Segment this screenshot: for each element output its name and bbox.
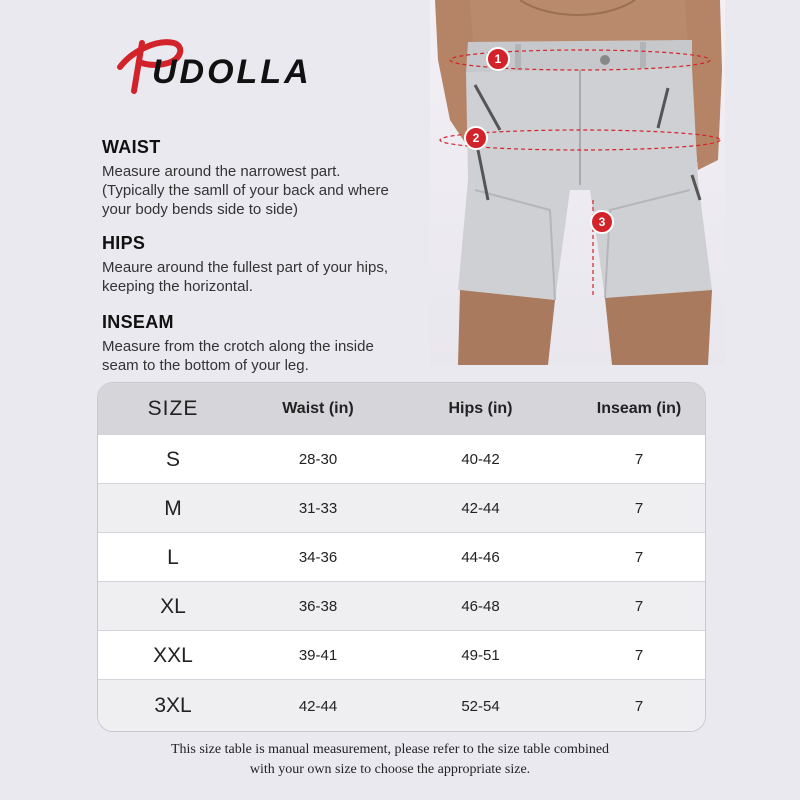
- shorts-photo: [430, 0, 725, 365]
- inseam-cell: 7: [634, 697, 644, 715]
- inseam-cell: 7: [634, 647, 644, 664]
- hips-title: HIPS: [102, 233, 146, 253]
- waist-section: [102, 137, 442, 219]
- table-row: [98, 483, 705, 533]
- hips-cell: 40-42: [461, 451, 500, 468]
- hips-cell: 44-46: [461, 549, 500, 566]
- hips-cell: 49-51: [461, 647, 500, 664]
- table-row: [98, 679, 705, 732]
- hips-section: [102, 233, 442, 296]
- waist-description: [102, 162, 442, 219]
- hips-cell: 46-48: [461, 598, 500, 615]
- footnote-line-2: with your own size to choose the appropriate size.: [249, 762, 531, 777]
- inseam-description: [102, 337, 442, 375]
- hips-cell: 42-44: [461, 500, 500, 517]
- header-size: SIZE: [147, 396, 199, 420]
- waist-cell: 42-44: [298, 697, 338, 715]
- inseam-cell: 7: [634, 451, 644, 468]
- hips-description: [102, 258, 442, 296]
- size-cell: S: [165, 447, 180, 471]
- size-cell: M: [164, 496, 182, 520]
- marker-2: 2: [464, 126, 488, 150]
- brand-name: UDOLLA: [152, 53, 312, 91]
- inseam-cell: 7: [634, 598, 644, 615]
- waist-cell: 31-33: [298, 500, 338, 517]
- footnote-line-1: This size table is manual measurement, please refer to the size table combined: [170, 742, 610, 757]
- footnote: [100, 740, 680, 780]
- waist-line-3: your body bends side to side): [102, 201, 298, 218]
- size-cell: L: [167, 545, 179, 569]
- inseam-cell: 7: [634, 549, 644, 566]
- size-table: [97, 382, 706, 732]
- size-cell: XL: [160, 594, 186, 618]
- table-header-row: [98, 383, 705, 434]
- waist-cell: 34-36: [298, 549, 338, 566]
- table-row: [98, 434, 705, 484]
- inseam-line-1: Measure from the crotch along the inside: [102, 338, 374, 355]
- hips-line-2: keeping the horizontal.: [102, 278, 253, 295]
- table-row: [98, 630, 705, 680]
- inseam-cell: 7: [634, 500, 644, 517]
- header-hips: Hips (in): [448, 399, 513, 417]
- inseam-line-2: seam to the bottom of your leg.: [102, 357, 309, 374]
- marker-1: 1: [486, 47, 510, 71]
- table-row: [98, 532, 705, 582]
- size-cell: XXL: [153, 643, 193, 667]
- inseam-section: [102, 312, 442, 375]
- table-row: [98, 581, 705, 631]
- marker-3: 3: [590, 210, 614, 234]
- inseam-title: INSEAM: [102, 312, 174, 332]
- hips-line-1: Meaure around the fullest part of your hips,: [102, 259, 388, 276]
- header-waist: Waist (in): [282, 399, 354, 417]
- waist-cell: 28-30: [298, 451, 338, 468]
- waist-line-2: (Typically the samll of your back and where: [102, 182, 389, 199]
- waist-cell: 39-41: [298, 647, 338, 664]
- waist-line-1: Measure around the narrowest part.: [102, 163, 341, 180]
- brand-logo: [112, 25, 322, 95]
- shorts-photo-illustration: [430, 0, 725, 365]
- size-cell: 3XL: [154, 694, 192, 717]
- waist-title: WAIST: [102, 137, 161, 157]
- waist-cell: 36-38: [298, 598, 338, 615]
- hips-cell: 52-54: [461, 697, 500, 715]
- header-inseam: Inseam (in): [596, 399, 682, 417]
